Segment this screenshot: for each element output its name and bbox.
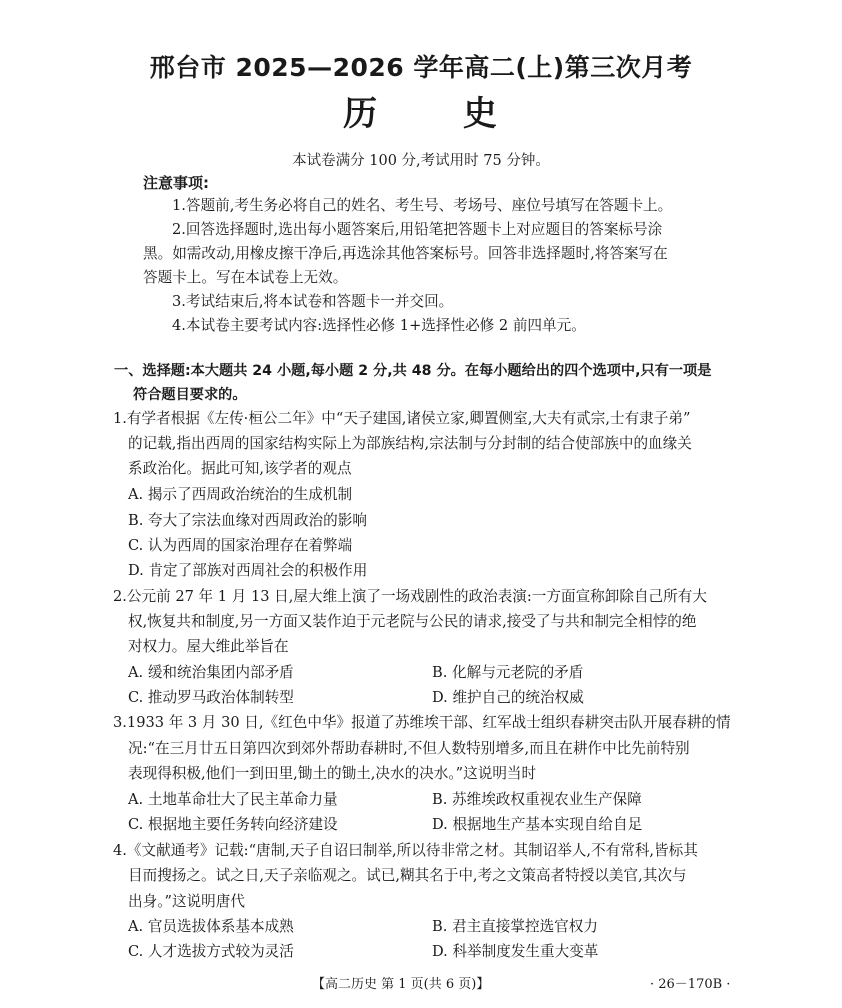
option-b: B. 君主直接掌控选官权力 bbox=[432, 918, 598, 935]
option-d: D. 肯定了部族对西周社会的积极作用 bbox=[128, 562, 368, 579]
question-stem-line: 3.1933 年 3 月 30 日,《红色中华》报道了苏维埃干部、红军战士组织春耕突击队开展春耕的情 bbox=[113, 714, 731, 731]
option-a: A. 缓和统治集团内部矛盾 bbox=[128, 664, 294, 681]
exam-title: 邢台市 2025—2026 学年高二(上)第三次月考 bbox=[149, 53, 693, 82]
paper-code: · 26－170B · bbox=[650, 977, 731, 992]
option-c: C. 认为西周的国家治理存在着弊端 bbox=[128, 537, 353, 554]
question-stem-line: 表现得积极,他们一到田里,锄土的锄土,决水的决水。”这说明当时 bbox=[128, 765, 537, 782]
question-stem-line: 况:“在三月廿五日第四次到郊外帮助春耕时,不但人数特别增多,而且在耕作中比先前特别 bbox=[128, 740, 690, 757]
notice-line: 答题卡上。写在本试卷上无效。 bbox=[143, 269, 348, 286]
option-d: D. 维护自己的统治权威 bbox=[432, 689, 584, 706]
question-stem-line: 1.有学者根据《左传·桓公二年》中“天子建国,诸侯立家,卿置侧室,大夫有贰宗,士有隶子弟” bbox=[113, 410, 691, 427]
option-c: C. 人才选拔方式较为灵活 bbox=[128, 943, 294, 960]
notice-heading: 注意事项: bbox=[143, 174, 209, 192]
exam-info: 本试卷满分 100 分,考试用时 75 分钟。 bbox=[292, 153, 550, 169]
question-stem-line: 的记载,指出西周的国家结构实际上为部族结构,宗法制与分封制的结合使部族中的血缘关 bbox=[128, 435, 692, 452]
page-footer: 【高二历史 第 1 页(共 6 页)】 bbox=[312, 977, 490, 992]
question-stem-line: 2.公元前 27 年 1 月 13 日,屋大维上演了一场戏剧性的政治表演:一方面宣称卸除自己所有大 bbox=[113, 588, 707, 605]
option-a: A. 土地革命壮大了民主革命力量 bbox=[128, 791, 338, 808]
notice-line: 1.答题前,考生务必将自己的姓名、考生号、考场号、座位号填写在答题卡上。 bbox=[172, 197, 673, 214]
notice-line: 黑。如需改动,用橡皮擦干净后,再选涂其他答案标号。回答非选择题时,将答案写在 bbox=[143, 245, 668, 262]
question-stem-line: 系政治化。据此可知,该学者的观点 bbox=[128, 460, 352, 477]
option-a: A. 揭示了西周政治统治的生成机制 bbox=[128, 486, 353, 503]
option-d: D. 根据地生产基本实现自给自足 bbox=[432, 816, 643, 833]
question-stem-line: 权,恢复共和制度,另一方面又装作迫于元老院与公民的请求,接受了与共和制完全相悖的绝 bbox=[128, 613, 697, 630]
option-c: C. 根据地主要任务转向经济建设 bbox=[128, 816, 338, 833]
notice-line: 2.回答选择题时,选出每小题答案后,用铅笔把答题卡上对应题目的答案标号涂 bbox=[172, 221, 663, 238]
section-line: 一、选择题:本大题共 24 小题,每小题 2 分,共 48 分。在每小题给出的四个选项中,只有一项是 bbox=[114, 363, 712, 379]
option-c: C. 推动罗马政治体制转型 bbox=[128, 689, 294, 706]
option-b: B. 化解与元老院的矛盾 bbox=[432, 664, 584, 681]
question-stem-line: 4.《文献通考》记载:“唐制,天子自诏曰制举,所以待非常之材。其制诏举人,不有常科,皆标其 bbox=[113, 842, 698, 859]
section-line: 符合题目要求的。 bbox=[133, 387, 247, 403]
option-b: B. 苏维埃政权重视农业生产保障 bbox=[432, 791, 642, 808]
option-d: D. 科举制度发生重大变革 bbox=[432, 943, 599, 960]
option-a: A. 官员选拔体系基本成熟 bbox=[128, 918, 294, 935]
notice-line: 3.考试结束后,将本试卷和答题卡一并交回。 bbox=[172, 293, 454, 310]
question-stem-line: 出身。”这说明唐代 bbox=[128, 893, 245, 910]
option-b: B. 夸大了宗法血缘对西周政治的影响 bbox=[128, 512, 367, 529]
question-stem-line: 目而搜扬之。试之日,天子亲临观之。试已,糊其名于中,考之文策高者特授以美官,其次与 bbox=[128, 867, 687, 884]
notice-line: 4.本试卷主要考试内容:选择性必修 1+选择性必修 2 前四单元。 bbox=[172, 317, 586, 334]
question-stem-line: 对权力。屋大维此举旨在 bbox=[128, 638, 289, 655]
subject-title: 历 史 bbox=[343, 94, 499, 134]
